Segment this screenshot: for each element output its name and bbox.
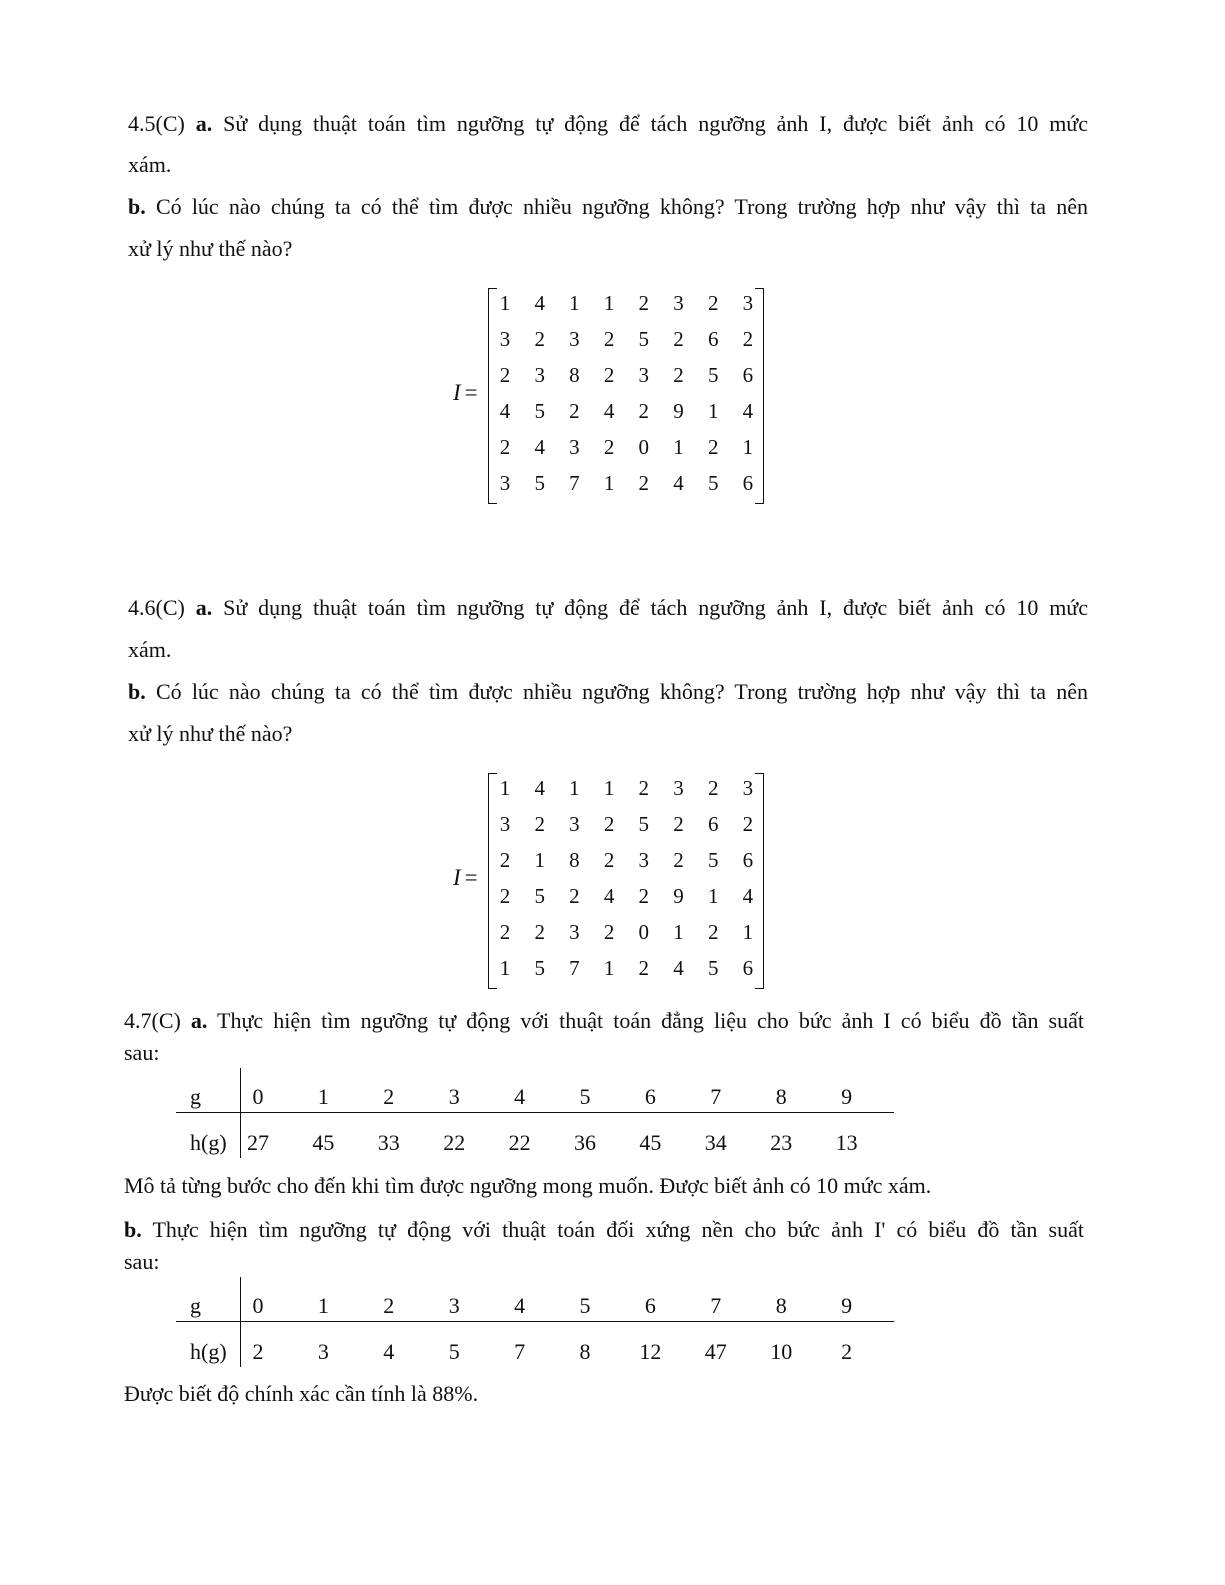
- matrix-cell: 2: [673, 812, 684, 836]
- matrix-cell: 3: [569, 812, 580, 836]
- matrix-cell: 2: [499, 435, 511, 459]
- gray-level-cell: 9: [841, 1293, 853, 1318]
- matrix-cell: 2: [499, 920, 511, 944]
- matrix-cell: 1: [673, 920, 684, 944]
- matrix-cell: 3: [742, 776, 754, 800]
- matrix-cell: 1: [499, 291, 511, 315]
- matrix-cell: 4: [742, 884, 754, 908]
- p47-a-cont: sau:: [124, 1040, 160, 1065]
- gray-level-cell: 1: [317, 1084, 329, 1109]
- gray-level-cell: 5: [579, 1293, 591, 1318]
- frequency-cell: 23: [770, 1130, 793, 1155]
- row-label-g: g: [190, 1293, 201, 1318]
- matrix-cell: 6: [707, 327, 719, 351]
- matrix-cell: 2: [569, 399, 580, 423]
- matrix-cell: 2: [707, 291, 719, 315]
- p45-a-line: [128, 112, 1088, 136]
- frequency-cell: 22: [508, 1130, 531, 1155]
- matrix-cell: 4: [534, 776, 545, 800]
- frequency-cell: 47: [704, 1339, 727, 1364]
- matrix-cell: 2: [603, 848, 615, 872]
- matrix-cell: 2: [603, 327, 615, 351]
- p47-a-text: Thực hiện tìm ngưỡng tự động với thuật toán đẳng liệu cho bức ảnh I có biểu đồ tần suất: [207, 1008, 1085, 1033]
- p46-number: 4.6(C): [128, 595, 196, 620]
- frequency-cell: 45: [639, 1130, 662, 1155]
- matrix-cell: 2: [603, 363, 615, 387]
- matrix-cell: 2: [638, 471, 650, 495]
- gray-level-cell: 7: [710, 1293, 722, 1318]
- matrix-cell: 3: [569, 920, 580, 944]
- p45-b-line: [128, 195, 1088, 219]
- matrix-cell: 1: [673, 435, 684, 459]
- matrix-cell: 4: [534, 291, 545, 315]
- gray-level-cell: 8: [775, 1293, 787, 1318]
- p47-b-after: Được biết độ chính xác cần tính là 88%.: [124, 1381, 479, 1406]
- matrix-cell: 2: [638, 884, 650, 908]
- frequency-cell: 2: [841, 1339, 853, 1364]
- row-label-hg: h(g): [190, 1339, 227, 1364]
- matrix-cell: 2: [534, 812, 545, 836]
- matrix-cell: 2: [673, 327, 684, 351]
- matrix-cell: 5: [534, 399, 545, 423]
- matrix-cell: 5: [707, 471, 719, 495]
- matrix-cell: 1: [603, 291, 615, 315]
- matrix-cell: 4: [742, 399, 754, 423]
- matrix-cell: 1: [569, 291, 580, 315]
- gray-level-cell: 4: [514, 1293, 526, 1318]
- matrix-cell: 4: [534, 435, 545, 459]
- matrix-cell: 8: [569, 363, 580, 387]
- matrix-cell: 2: [742, 327, 754, 351]
- matrix-cell: 2: [499, 848, 511, 872]
- matrix-cell: 2: [742, 812, 754, 836]
- matrix-cell: 0: [638, 920, 650, 944]
- frequency-cell: 22: [443, 1130, 466, 1155]
- p46-a-line: [128, 596, 1088, 620]
- p45-b-cont: xử lý như thế nào?: [128, 236, 293, 261]
- matrix-cell: 3: [742, 291, 754, 315]
- matrix-cell: 2: [603, 812, 615, 836]
- p45-b-text: Có lúc nào chúng ta có thể tìm được nhiều ngưỡng không? Trong trường hợp như vậy thì ta nên: [145, 194, 1088, 219]
- gray-level-cell: 4: [514, 1084, 526, 1109]
- matrix-cell: 2: [638, 776, 650, 800]
- gray-level-cell: 6: [644, 1084, 656, 1109]
- matrix-cell: 7: [569, 956, 580, 980]
- p47-a-mark: a.: [190, 1008, 208, 1033]
- gray-level-cell: 6: [644, 1293, 656, 1318]
- gray-level-cell: 1: [317, 1293, 329, 1318]
- gray-level-cell: 2: [383, 1293, 395, 1318]
- matrix-cell: 7: [569, 471, 580, 495]
- p46-matrix: [453, 773, 773, 993]
- frequency-cell: 8: [579, 1339, 591, 1364]
- p46-b-line: [128, 680, 1088, 704]
- matrix-cell: 1: [499, 956, 511, 980]
- matrix-cell: 5: [534, 956, 545, 980]
- frequency-cell: 7: [514, 1339, 526, 1364]
- p46-a-text: Sử dụng thuật toán tìm ngưỡng tự động để tách ngưỡng ảnh I, được biết ảnh có 10 mức: [212, 595, 1088, 620]
- matrix-cell: 9: [673, 399, 684, 423]
- p47-b-cont: sau:: [124, 1249, 160, 1274]
- matrix-cell: 3: [499, 471, 511, 495]
- matrix-cell: 1: [499, 776, 511, 800]
- matrix-cell: 2: [603, 920, 615, 944]
- frequency-cell: 33: [377, 1130, 400, 1155]
- matrix-label: I =: [453, 865, 478, 890]
- histogram-table-a: [176, 1068, 894, 1158]
- matrix-cell: 1: [534, 848, 545, 872]
- gray-level-cell: 9: [841, 1084, 853, 1109]
- matrix-cell: 1: [707, 399, 719, 423]
- matrix-cell: 2: [638, 956, 650, 980]
- matrix-cell: 4: [673, 956, 684, 980]
- matrix-cell: 2: [569, 884, 580, 908]
- matrix-cell: 3: [569, 435, 580, 459]
- gray-level-cell: 0: [252, 1293, 264, 1318]
- matrix-cell: 1: [603, 956, 615, 980]
- frequency-cell: 2: [252, 1339, 264, 1364]
- p47-b-mark: b.: [124, 1217, 142, 1242]
- p47-b-text: Thực hiện tìm ngưỡng tự động với thuật toán đối xứng nền cho bức ảnh I' có biểu đồ tần suất: [141, 1217, 1084, 1242]
- matrix-cell: 2: [638, 291, 650, 315]
- matrix-cell: 2: [707, 776, 719, 800]
- p45-number: 4.5(C): [128, 111, 196, 136]
- matrix-cell: 3: [638, 848, 650, 872]
- matrix-cell: 4: [499, 399, 511, 423]
- matrix-cell: 6: [742, 956, 754, 980]
- matrix-cell: 2: [638, 399, 650, 423]
- p45-b-mark: b.: [128, 194, 146, 219]
- p47-number: 4.7(C): [124, 1008, 191, 1033]
- matrix-cell: 5: [534, 884, 545, 908]
- table-divider-horizontal: [176, 1321, 894, 1322]
- p46-a-mark: a.: [195, 595, 213, 620]
- matrix-cell: 4: [603, 884, 615, 908]
- matrix-cell: 2: [673, 363, 684, 387]
- matrix-cell: 3: [534, 363, 545, 387]
- frequency-cell: 12: [639, 1339, 662, 1364]
- matrix-cell: 1: [603, 776, 615, 800]
- matrix-cell: 8: [569, 848, 580, 872]
- row-label-hg: h(g): [190, 1130, 227, 1155]
- frequency-cell: 27: [247, 1130, 269, 1155]
- matrix-cell: 9: [673, 884, 684, 908]
- p46-a-cont: xám.: [128, 637, 172, 662]
- frequency-cell: 10: [770, 1339, 793, 1364]
- matrix-cell: 1: [603, 471, 615, 495]
- p47-a-line: [124, 1009, 1084, 1033]
- matrix-cell: 5: [638, 812, 650, 836]
- gray-level-cell: 7: [710, 1084, 722, 1109]
- matrix-cell: 2: [673, 848, 684, 872]
- frequency-cell: 36: [574, 1130, 596, 1155]
- matrix-cell: 1: [707, 884, 719, 908]
- matrix-cell: 6: [707, 812, 719, 836]
- p46-b-cont: xử lý như thế nào?: [128, 721, 293, 746]
- matrix-cell: 3: [499, 812, 511, 836]
- matrix-cell: 3: [499, 327, 511, 351]
- matrix-cell: 3: [673, 291, 684, 315]
- frequency-cell: 34: [704, 1130, 727, 1155]
- p47-a-after: Mô tả từng bước cho đến khi tìm được ngưỡng mong muốn. Được biết ảnh có 10 mức xám.: [124, 1173, 932, 1198]
- matrix-cell: 1: [742, 920, 754, 944]
- matrix-cell: 3: [638, 363, 650, 387]
- frequency-cell: 13: [835, 1130, 858, 1155]
- matrix-cell: 6: [742, 848, 754, 872]
- row-label-g: g: [190, 1084, 201, 1109]
- p45-a-cont: xám.: [128, 152, 172, 177]
- p45-a-mark: a.: [195, 111, 213, 136]
- p46-b-mark: b.: [128, 679, 146, 704]
- gray-level-cell: 2: [383, 1084, 395, 1109]
- matrix-label: I =: [453, 380, 478, 405]
- p45-matrix: [453, 288, 773, 508]
- p47-b-line: [124, 1218, 1084, 1242]
- matrix-cell: 1: [742, 435, 754, 459]
- matrix-cell: 3: [569, 327, 580, 351]
- matrix-cell: 3: [673, 776, 684, 800]
- gray-level-cell: 3: [448, 1293, 460, 1318]
- matrix-cell: 6: [742, 471, 754, 495]
- matrix-cell: 4: [603, 399, 615, 423]
- frequency-cell: 5: [448, 1339, 460, 1364]
- matrix-cell: 5: [707, 848, 719, 872]
- gray-level-cell: 8: [775, 1084, 787, 1109]
- matrix-cell: 2: [534, 327, 545, 351]
- matrix-cell: 2: [534, 920, 545, 944]
- matrix-cell: 5: [707, 363, 719, 387]
- matrix-cell: 5: [534, 471, 545, 495]
- matrix-cell: 2: [707, 435, 719, 459]
- gray-level-cell: 3: [448, 1084, 460, 1109]
- matrix-cell: 2: [499, 884, 511, 908]
- matrix-cell: 6: [742, 363, 754, 387]
- gray-level-cell: 5: [579, 1084, 591, 1109]
- matrix-cell: 2: [499, 363, 511, 387]
- matrix-cell: 0: [638, 435, 650, 459]
- p45-a-text: Sử dụng thuật toán tìm ngưỡng tự động để tách ngưỡng ảnh I, được biết ảnh có 10 mức: [212, 111, 1088, 136]
- matrix-cell: 2: [707, 920, 719, 944]
- gray-level-cell: 0: [252, 1084, 264, 1109]
- histogram-table-b: [176, 1277, 894, 1367]
- matrix-cell: 5: [707, 956, 719, 980]
- matrix-cell: 1: [569, 776, 580, 800]
- frequency-cell: 4: [383, 1339, 395, 1364]
- matrix-cell: 4: [673, 471, 684, 495]
- matrix-cell: 5: [638, 327, 650, 351]
- frequency-cell: 3: [317, 1339, 329, 1364]
- p46-b-text: Có lúc nào chúng ta có thể tìm được nhiều ngưỡng không? Trong trường hợp như vậy thì ta nên: [145, 679, 1088, 704]
- frequency-cell: 45: [312, 1130, 335, 1155]
- table-divider-horizontal: [176, 1112, 894, 1113]
- matrix-cell: 2: [603, 435, 615, 459]
